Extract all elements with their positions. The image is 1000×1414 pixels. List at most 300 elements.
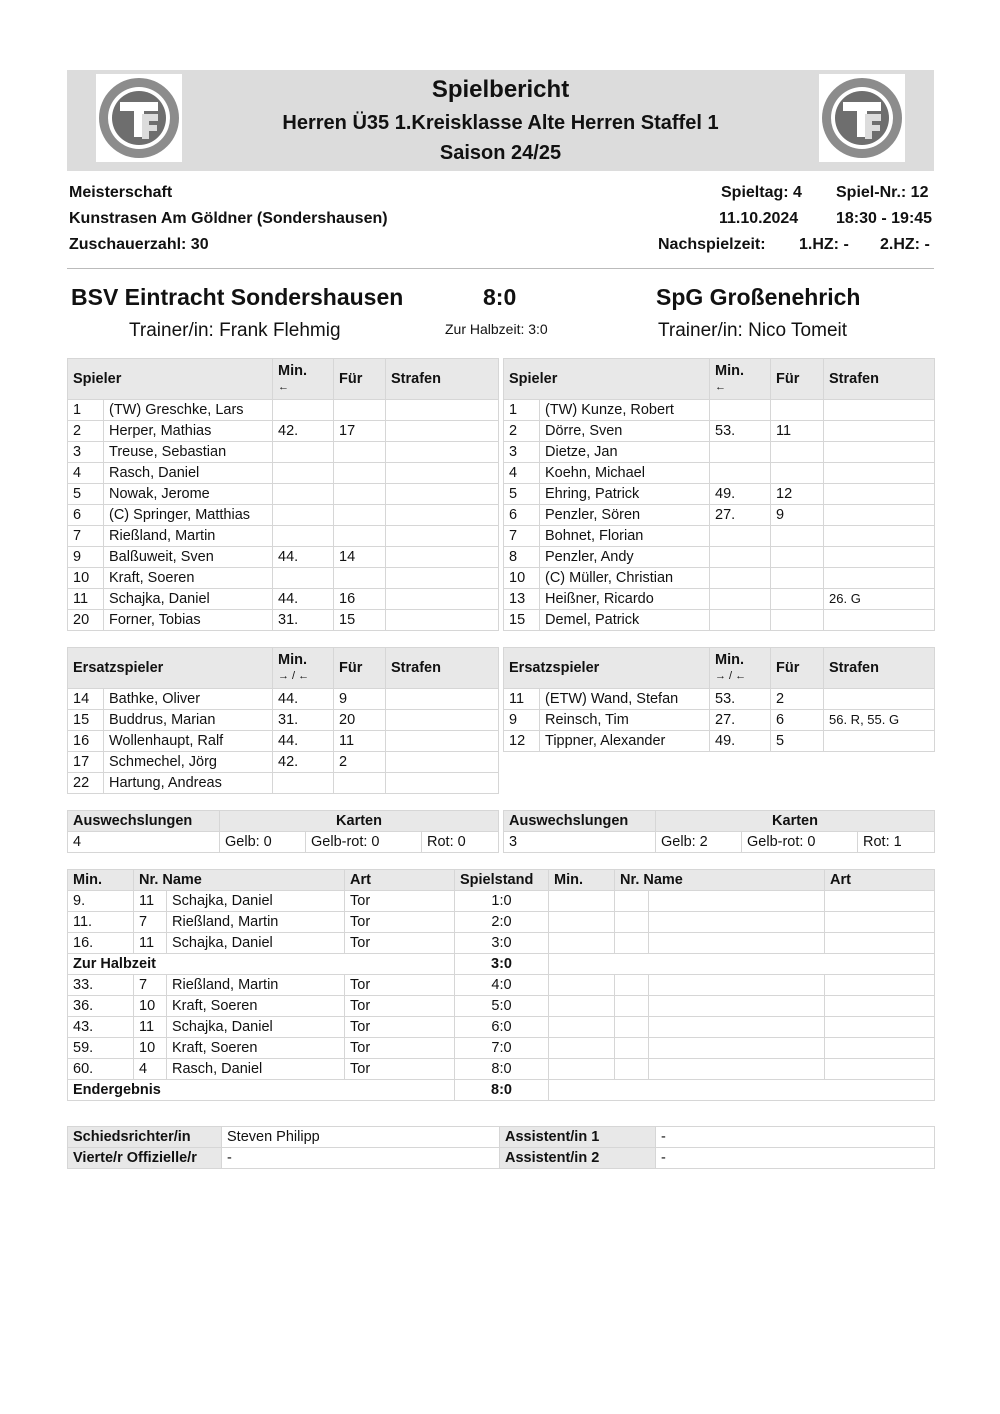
event-player: Rießland, Martin xyxy=(167,912,345,933)
player-penalties xyxy=(824,731,935,752)
player-for xyxy=(771,400,824,421)
player-for: 2 xyxy=(334,752,386,773)
player-penalties xyxy=(824,526,935,547)
player-penalties xyxy=(824,568,935,589)
player-for: 17 xyxy=(334,421,386,442)
player-minute: 44. xyxy=(273,547,334,568)
event-score: 4:0 xyxy=(455,975,549,996)
cards-header: Karten xyxy=(220,811,499,832)
event-empty-cell xyxy=(549,891,615,912)
player-row xyxy=(504,505,935,526)
player-minute xyxy=(710,400,771,421)
player-minute: 49. xyxy=(710,731,771,752)
cards-header: Karten xyxy=(656,811,935,832)
event-row xyxy=(68,933,935,954)
player-number: 4 xyxy=(504,463,540,484)
player-penalties xyxy=(386,731,499,752)
penalties-header: Strafen xyxy=(386,359,499,400)
fourth-official-label: Vierte/r Offizielle/r xyxy=(68,1148,222,1169)
player-minute: 27. xyxy=(710,505,771,526)
player-name: (C) Springer, Matthias xyxy=(104,505,273,526)
ev-score-header: Spielstand xyxy=(455,870,549,891)
event-minute: 43. xyxy=(68,1017,134,1038)
player-for: 11 xyxy=(334,731,386,752)
event-type: Tor xyxy=(345,912,455,933)
player-penalties xyxy=(386,505,499,526)
player-for: 12 xyxy=(771,484,824,505)
player-for xyxy=(334,568,386,589)
player-name: Demel, Patrick xyxy=(540,610,710,631)
halftime-label: Zur Halbzeit xyxy=(68,954,455,975)
player-number: 8 xyxy=(504,547,540,568)
player-name: (TW) Kunze, Robert xyxy=(540,400,710,421)
player-number: 7 xyxy=(68,526,104,547)
player-number: 10 xyxy=(504,568,540,589)
player-minute xyxy=(710,568,771,589)
player-name: Forner, Tobias xyxy=(104,610,273,631)
player-penalties xyxy=(824,463,935,484)
tfv-logo-right xyxy=(819,74,905,162)
event-minute: 11. xyxy=(68,912,134,933)
event-minute: 9. xyxy=(68,891,134,912)
event-player: Schajka, Daniel xyxy=(167,933,345,954)
subs-header: Ersatzspieler xyxy=(68,648,273,689)
player-row xyxy=(504,463,935,484)
match-date: 11.10.2024 xyxy=(719,210,799,227)
player-for: 15 xyxy=(334,610,386,631)
player-row xyxy=(504,568,935,589)
event-empty-cell xyxy=(649,1038,825,1059)
player-number: 12 xyxy=(504,731,540,752)
yellow-red-cards: Gelb-rot: 0 xyxy=(306,832,422,853)
event-score: 3:0 xyxy=(455,933,549,954)
event-row xyxy=(68,1038,935,1059)
player-name: Bathke, Oliver xyxy=(104,689,273,710)
player-penalties: 56. R, 55. G xyxy=(824,710,935,731)
event-score: 8:0 xyxy=(455,1059,549,1080)
player-row xyxy=(68,710,499,731)
stoppage-first-half: 1.HZ: - xyxy=(799,236,849,253)
player-row xyxy=(504,421,935,442)
player-minute xyxy=(273,484,334,505)
player-minute xyxy=(273,773,334,794)
min-header: Min. → / ← xyxy=(273,648,334,689)
red-cards: Rot: 0 xyxy=(422,832,499,853)
player-for xyxy=(334,505,386,526)
league-name: Herren Ü35 1.Kreisklasse Alte Herren Staffel 1 xyxy=(282,112,719,134)
player-penalties xyxy=(824,547,935,568)
final-row xyxy=(68,1080,935,1101)
event-type: Tor xyxy=(345,1038,455,1059)
player-name: Dietze, Jan xyxy=(540,442,710,463)
for-header: Für xyxy=(771,648,824,689)
player-name: Treuse, Sebastian xyxy=(104,442,273,463)
season: Saison 24/25 xyxy=(439,142,562,164)
player-name: (ETW) Wand, Stefan xyxy=(540,689,710,710)
player-name: Herper, Mathias xyxy=(104,421,273,442)
event-type: Tor xyxy=(345,1017,455,1038)
player-for xyxy=(771,610,824,631)
event-number: 10 xyxy=(134,996,167,1017)
event-empty-cell xyxy=(549,1017,615,1038)
home-team-name: BSV Eintracht Sondershausen xyxy=(71,284,404,310)
competition-type: Meisterschaft xyxy=(69,184,173,201)
event-empty-cell xyxy=(825,891,935,912)
event-row xyxy=(68,996,935,1017)
player-minute: 42. xyxy=(273,752,334,773)
player-penalties xyxy=(824,505,935,526)
player-for: 9 xyxy=(771,505,824,526)
player-penalties xyxy=(386,526,499,547)
player-minute xyxy=(273,442,334,463)
player-number: 2 xyxy=(68,421,104,442)
player-number: 9 xyxy=(504,710,540,731)
player-row xyxy=(68,773,499,794)
penalties-header: Strafen xyxy=(824,648,935,689)
player-row xyxy=(504,547,935,568)
event-empty-cell xyxy=(649,1017,825,1038)
player-for xyxy=(334,484,386,505)
player-number: 20 xyxy=(68,610,104,631)
event-row xyxy=(68,975,935,996)
subs-header: Ersatzspieler xyxy=(504,648,710,689)
player-for: 14 xyxy=(334,547,386,568)
match-number: Spiel-Nr.: 12 xyxy=(836,184,929,201)
player-for xyxy=(771,526,824,547)
player-row xyxy=(504,731,935,752)
event-type: Tor xyxy=(345,996,455,1017)
report-title: Spielbericht xyxy=(431,76,570,103)
player-row xyxy=(68,400,499,421)
player-penalties xyxy=(824,484,935,505)
event-score: 5:0 xyxy=(455,996,549,1017)
player-name: (C) Müller, Christian xyxy=(540,568,710,589)
event-empty-cell xyxy=(825,912,935,933)
event-player: Schajka, Daniel xyxy=(167,891,345,912)
player-minute: 53. xyxy=(710,421,771,442)
stoppage-second-half: 2.HZ: - xyxy=(880,236,930,253)
yellow-cards: Gelb: 0 xyxy=(220,832,306,853)
player-minute: 49. xyxy=(710,484,771,505)
referee-name: Steven Philipp xyxy=(222,1127,500,1148)
player-penalties xyxy=(824,400,935,421)
assistant2-label: Assistent/in 2 xyxy=(500,1148,656,1169)
player-penalties xyxy=(386,484,499,505)
player-number: 13 xyxy=(504,589,540,610)
player-minute: 27. xyxy=(710,710,771,731)
fourth-official-name: - xyxy=(222,1148,500,1169)
player-for: 6 xyxy=(771,710,824,731)
event-number: 11 xyxy=(134,891,167,912)
for-header: Für xyxy=(771,359,824,400)
player-name: Ehring, Patrick xyxy=(540,484,710,505)
event-minute: 60. xyxy=(68,1059,134,1080)
player-for xyxy=(771,463,824,484)
event-empty-cell xyxy=(549,912,615,933)
player-minute xyxy=(273,526,334,547)
player-number: 6 xyxy=(504,505,540,526)
player-number: 10 xyxy=(68,568,104,589)
player-for xyxy=(771,547,824,568)
spectators: Zuschauerzahl: 30 xyxy=(69,236,209,253)
player-name: Schmechel, Jörg xyxy=(104,752,273,773)
event-row xyxy=(68,891,935,912)
for-header: Für xyxy=(334,648,386,689)
players-header: Spieler xyxy=(504,359,710,400)
event-empty-cell xyxy=(825,1059,935,1080)
substitutions-header: Auswechslungen xyxy=(68,811,220,832)
player-number: 14 xyxy=(68,689,104,710)
player-minute xyxy=(710,610,771,631)
player-number: 11 xyxy=(68,589,104,610)
event-player: Kraft, Soeren xyxy=(167,1038,345,1059)
player-for: 16 xyxy=(334,589,386,610)
player-row xyxy=(68,731,499,752)
player-for: 5 xyxy=(771,731,824,752)
event-empty-cell xyxy=(825,996,935,1017)
yellow-red-cards: Gelb-rot: 0 xyxy=(742,832,858,853)
ev-nr-name-header-away: Nr. Name xyxy=(615,870,825,891)
penalties-header: Strafen xyxy=(824,359,935,400)
event-empty-cell xyxy=(615,1059,649,1080)
assistant2-name: - xyxy=(656,1148,935,1169)
player-number: 1 xyxy=(68,400,104,421)
home-players-table xyxy=(67,358,499,631)
home-subs-table xyxy=(67,647,499,794)
player-minute xyxy=(273,505,334,526)
player-penalties xyxy=(386,400,499,421)
player-row xyxy=(68,589,499,610)
player-for xyxy=(771,442,824,463)
divider xyxy=(67,268,934,269)
player-minute xyxy=(273,400,334,421)
player-penalties xyxy=(386,773,499,794)
player-number: 9 xyxy=(68,547,104,568)
yellow-cards: Gelb: 2 xyxy=(656,832,742,853)
player-for xyxy=(334,526,386,547)
player-name: Reinsch, Tim xyxy=(540,710,710,731)
player-name: Penzler, Sören xyxy=(540,505,710,526)
player-row xyxy=(68,526,499,547)
event-minute: 59. xyxy=(68,1038,134,1059)
event-empty-cell xyxy=(825,1038,935,1059)
final-score-cell: 8:0 xyxy=(455,1080,549,1101)
player-penalties xyxy=(386,610,499,631)
away-trainer: Trainer/in: Nico Tomeit xyxy=(658,320,848,341)
away-subs-table xyxy=(503,647,935,752)
player-row xyxy=(504,589,935,610)
event-empty-cell xyxy=(649,891,825,912)
player-name: Tippner, Alexander xyxy=(540,731,710,752)
event-empty-cell xyxy=(825,1017,935,1038)
player-row xyxy=(504,689,935,710)
player-for xyxy=(334,463,386,484)
player-row xyxy=(504,526,935,547)
halftime-score-cell: 3:0 xyxy=(455,954,549,975)
event-score: 1:0 xyxy=(455,891,549,912)
player-row xyxy=(68,463,499,484)
player-for xyxy=(334,442,386,463)
player-minute xyxy=(710,547,771,568)
event-minute: 36. xyxy=(68,996,134,1017)
home-trainer: Trainer/in: Frank Flehmig xyxy=(129,320,341,341)
player-number: 3 xyxy=(68,442,104,463)
player-number: 15 xyxy=(68,710,104,731)
goal-events-table xyxy=(67,869,935,1101)
player-number: 15 xyxy=(504,610,540,631)
event-player: Schajka, Daniel xyxy=(167,1017,345,1038)
event-row xyxy=(68,1017,935,1038)
away-team-name: SpG Großenehrich xyxy=(656,284,861,310)
player-number: 22 xyxy=(68,773,104,794)
stoppage-label: Nachspielzeit: xyxy=(658,236,766,253)
player-minute: 44. xyxy=(273,589,334,610)
min-header: Min. ← xyxy=(710,359,771,400)
player-penalties xyxy=(386,442,499,463)
away-summary-table xyxy=(503,810,935,853)
event-row xyxy=(68,1059,935,1080)
event-empty-cell xyxy=(615,975,649,996)
player-number: 7 xyxy=(504,526,540,547)
player-name: Schajka, Daniel xyxy=(104,589,273,610)
event-type: Tor xyxy=(345,1059,455,1080)
event-empty-cell xyxy=(649,975,825,996)
player-penalties xyxy=(824,610,935,631)
final-label: Endergebnis xyxy=(68,1080,455,1101)
event-score: 7:0 xyxy=(455,1038,549,1059)
player-for: 20 xyxy=(334,710,386,731)
substitutions-count: 3 xyxy=(504,832,656,853)
player-number: 4 xyxy=(68,463,104,484)
player-minute xyxy=(710,589,771,610)
event-type: Tor xyxy=(345,933,455,954)
event-empty-cell xyxy=(615,1017,649,1038)
player-name: Balßuweit, Sven xyxy=(104,547,273,568)
player-penalties xyxy=(386,568,499,589)
player-number: 1 xyxy=(504,400,540,421)
ev-type-header: Art xyxy=(345,870,455,891)
player-number: 6 xyxy=(68,505,104,526)
red-cards: Rot: 1 xyxy=(858,832,935,853)
player-minute: 31. xyxy=(273,710,334,731)
event-empty-cell xyxy=(615,912,649,933)
player-row xyxy=(68,752,499,773)
player-row xyxy=(504,400,935,421)
players-header: Spieler xyxy=(68,359,273,400)
player-for xyxy=(771,589,824,610)
matchday: Spieltag: 4 xyxy=(721,184,802,201)
event-type: Tor xyxy=(345,975,455,996)
ev-type-header-away: Art xyxy=(825,870,935,891)
player-for: 9 xyxy=(334,689,386,710)
event-empty-cell xyxy=(615,891,649,912)
event-score: 2:0 xyxy=(455,912,549,933)
player-row xyxy=(68,568,499,589)
event-score: 6:0 xyxy=(455,1017,549,1038)
player-name: Buddrus, Marian xyxy=(104,710,273,731)
player-minute xyxy=(273,463,334,484)
event-empty-cell xyxy=(615,1038,649,1059)
player-row xyxy=(68,689,499,710)
min-header: Min. → / ← xyxy=(710,648,771,689)
player-minute xyxy=(710,442,771,463)
player-number: 17 xyxy=(68,752,104,773)
event-minute: 16. xyxy=(68,933,134,954)
player-for xyxy=(334,400,386,421)
player-name: (TW) Greschke, Lars xyxy=(104,400,273,421)
player-for: 2 xyxy=(771,689,824,710)
event-player: Rasch, Daniel xyxy=(167,1059,345,1080)
player-penalties xyxy=(386,589,499,610)
player-name: Kraft, Soeren xyxy=(104,568,273,589)
event-number: 10 xyxy=(134,1038,167,1059)
ev-min-header: Min. xyxy=(68,870,134,891)
player-name: Hartung, Andreas xyxy=(104,773,273,794)
halftime-row xyxy=(68,954,935,975)
event-empty-cell xyxy=(549,1038,615,1059)
event-empty-cell xyxy=(549,975,615,996)
player-penalties xyxy=(824,421,935,442)
player-row xyxy=(68,610,499,631)
player-minute: 53. xyxy=(710,689,771,710)
event-empty-cell xyxy=(649,912,825,933)
player-minute xyxy=(273,568,334,589)
player-row xyxy=(68,421,499,442)
player-row xyxy=(504,442,935,463)
halftime-score: Zur Halbzeit: 3:0 xyxy=(445,321,548,337)
away-players-table xyxy=(503,358,935,631)
penalties-header: Strafen xyxy=(386,648,499,689)
event-empty-cell xyxy=(549,996,615,1017)
event-empty-cell xyxy=(549,1059,615,1080)
event-player: Kraft, Soeren xyxy=(167,996,345,1017)
officials-table xyxy=(67,1126,935,1169)
for-header: Für xyxy=(334,359,386,400)
player-number: 11 xyxy=(504,689,540,710)
ev-min-header-away: Min. xyxy=(549,870,615,891)
event-number: 7 xyxy=(134,975,167,996)
player-number: 5 xyxy=(504,484,540,505)
player-number: 16 xyxy=(68,731,104,752)
match-time: 18:30 - 19:45 xyxy=(836,210,933,227)
player-penalties xyxy=(386,547,499,568)
player-penalties xyxy=(824,442,935,463)
event-empty-cell xyxy=(825,975,935,996)
player-name: Rießland, Martin xyxy=(104,526,273,547)
player-row xyxy=(68,442,499,463)
player-penalties xyxy=(386,421,499,442)
player-name: Wollenhaupt, Ralf xyxy=(104,731,273,752)
event-number: 7 xyxy=(134,912,167,933)
player-penalties xyxy=(386,689,499,710)
player-penalties xyxy=(386,752,499,773)
event-number: 11 xyxy=(134,933,167,954)
event-empty-cell xyxy=(549,933,615,954)
player-row xyxy=(504,710,935,731)
player-name: Koehn, Michael xyxy=(540,463,710,484)
player-name: Nowak, Jerome xyxy=(104,484,273,505)
player-for xyxy=(771,568,824,589)
player-for xyxy=(334,773,386,794)
event-empty-cell xyxy=(649,1059,825,1080)
player-number: 3 xyxy=(504,442,540,463)
player-penalties: 26. G xyxy=(824,589,935,610)
player-minute: 42. xyxy=(273,421,334,442)
assistant1-name: - xyxy=(656,1127,935,1148)
player-row xyxy=(504,610,935,631)
event-empty-cell xyxy=(615,933,649,954)
venue: Kunstrasen Am Göldner (Sondershausen) xyxy=(69,210,388,227)
